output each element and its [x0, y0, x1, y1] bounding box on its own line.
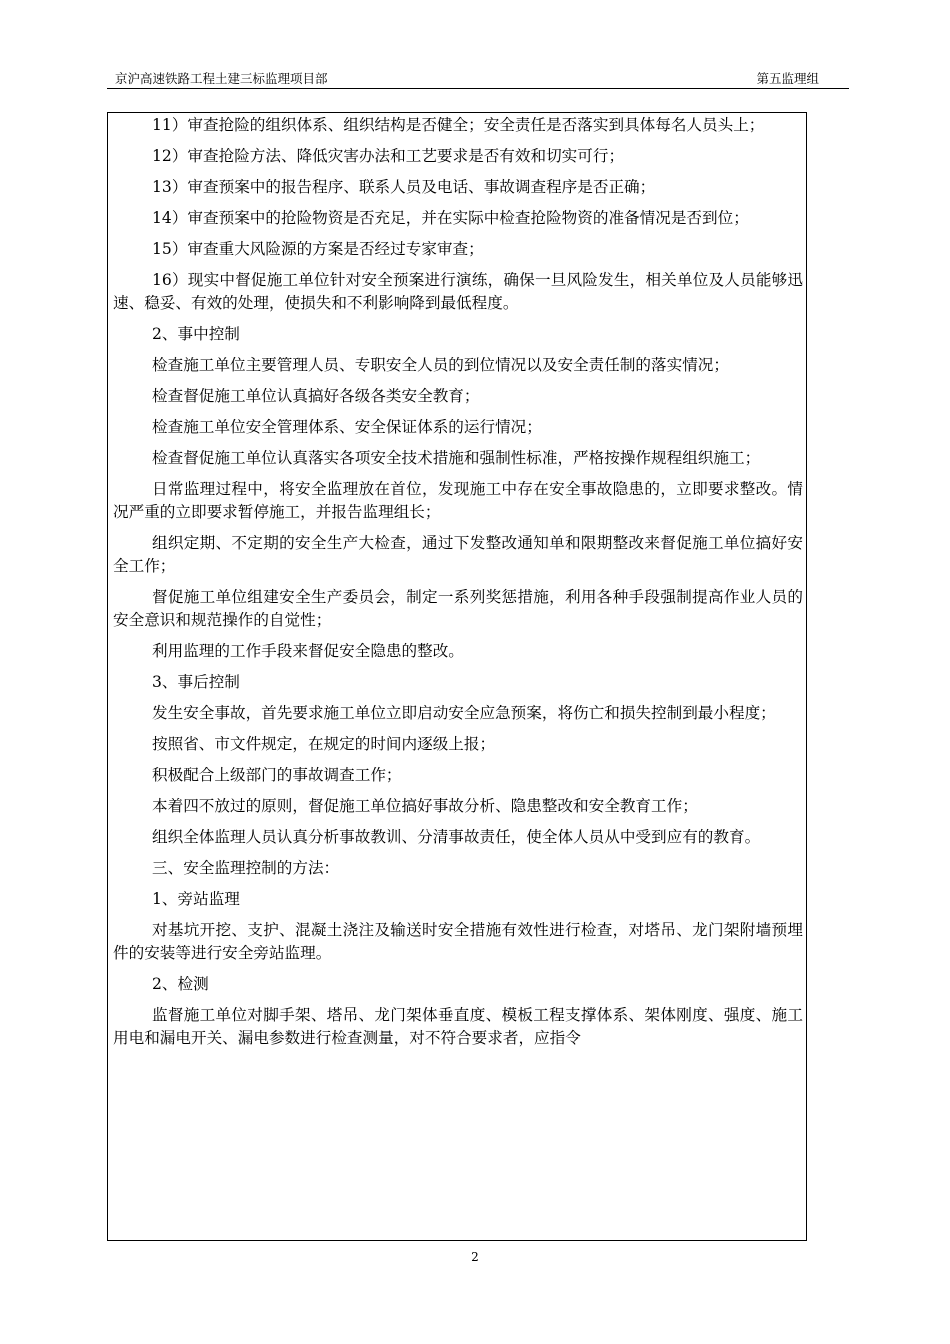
section-heading: 三、安全监理控制的方法：: [152, 859, 340, 877]
paragraph: 日常监理过程中，将安全监理放在首位，发现施工中存在安全事故隐患的，立即要求整改。情况严重的立即要求暂停施工，并报告监理组长；: [113, 480, 803, 521]
paragraph: 按照省、市文件规定，在规定的时间内逐级上报；: [152, 735, 496, 753]
header-group-name: 第五监理组: [756, 71, 819, 86]
paragraph: 14）审查预案中的抢险物资是否充足，并在实际中检查抢险物资的准备情况是否到位；: [152, 209, 749, 227]
paragraph: 积极配合上级部门的事故调查工作；: [152, 766, 402, 784]
paragraph: 发生安全事故，首先要求施工单位立即启动安全应急预案，将伤亡和损失控制到最小程度；: [152, 704, 776, 722]
paragraph: 检查施工单位安全管理体系、安全保证体系的运行情况；: [152, 418, 542, 436]
paragraph: 15）审查重大风险源的方案是否经过专家审查；: [152, 240, 484, 258]
page-header: [107, 72, 849, 89]
paragraph: 13）审查预案中的报告程序、联系人员及电话、事故调查程序是否正确；: [152, 178, 656, 196]
paragraph: 检查施工单位主要管理人员、专职安全人员的到位情况以及安全责任制的落实情况；: [152, 356, 729, 374]
paragraph: 利用监理的工作手段来督促安全隐患的整改。: [152, 642, 464, 660]
paragraph: 对基坑开挖、支护、混凝土浇注及输送时安全措施有效性进行检查，对塔吊、龙门架附墙预埋件的安装等进行安全旁站监理。: [113, 921, 803, 962]
paragraph: 组织全体监理人员认真分析事故教训、分清事故责任，使全体人员从中受到应有的教育。: [152, 828, 761, 846]
paragraph: 检查督促施工单位认真落实各项安全技术措施和强制性标准，严格按操作规程组织施工；: [152, 449, 761, 467]
paragraph: 本着四不放过的原则，督促施工单位搞好事故分析、隐患整改和安全教育工作；: [152, 797, 698, 815]
paragraph: 督促施工单位组建安全生产委员会，制定一系列奖惩措施，利用各种手段强制提高作业人员的安全意识和规范操作的自觉性；: [113, 588, 803, 629]
paragraph: 组织定期、不定期的安全生产大检查，通过下发整改通知单和限期整改来督促施工单位搞好安全工作；: [113, 534, 803, 575]
section-heading: 2、事中控制: [152, 325, 240, 343]
header-project-name: 京沪高速铁路工程土建三标监理项目部: [115, 71, 328, 86]
paragraph: 16）现实中督促施工单位针对安全预案进行演练，确保一旦风险发生，相关单位及人员能够迅速、稳妥、有效的处理，使损失和不利影响降到最低程度。: [113, 271, 803, 312]
paragraph: 11）审查抢险的组织体系、组织结构是否健全；安全责任是否落实到具体每名人员头上；: [152, 116, 765, 134]
content-frame: [107, 112, 807, 1241]
section-heading: 1、旁站监理: [152, 890, 240, 908]
section-heading: 3、事后控制: [152, 673, 240, 691]
section-heading: 2、检测: [152, 975, 209, 993]
content-body: [113, 114, 803, 1058]
paragraph: 检查督促施工单位认真搞好各级各类安全教育；: [152, 387, 480, 405]
paragraph: 12）审查抢险方法、降低灾害办法和工艺要求是否有效和切实可行；: [152, 147, 625, 165]
paragraph: 监督施工单位对脚手架、塔吊、龙门架体垂直度、模板工程支撑体系、架体刚度、强度、施工用电和漏电开关、漏电参数进行检查测量，对不符合要求者，应指令: [113, 1006, 803, 1047]
page-number: 2: [471, 1250, 479, 1264]
